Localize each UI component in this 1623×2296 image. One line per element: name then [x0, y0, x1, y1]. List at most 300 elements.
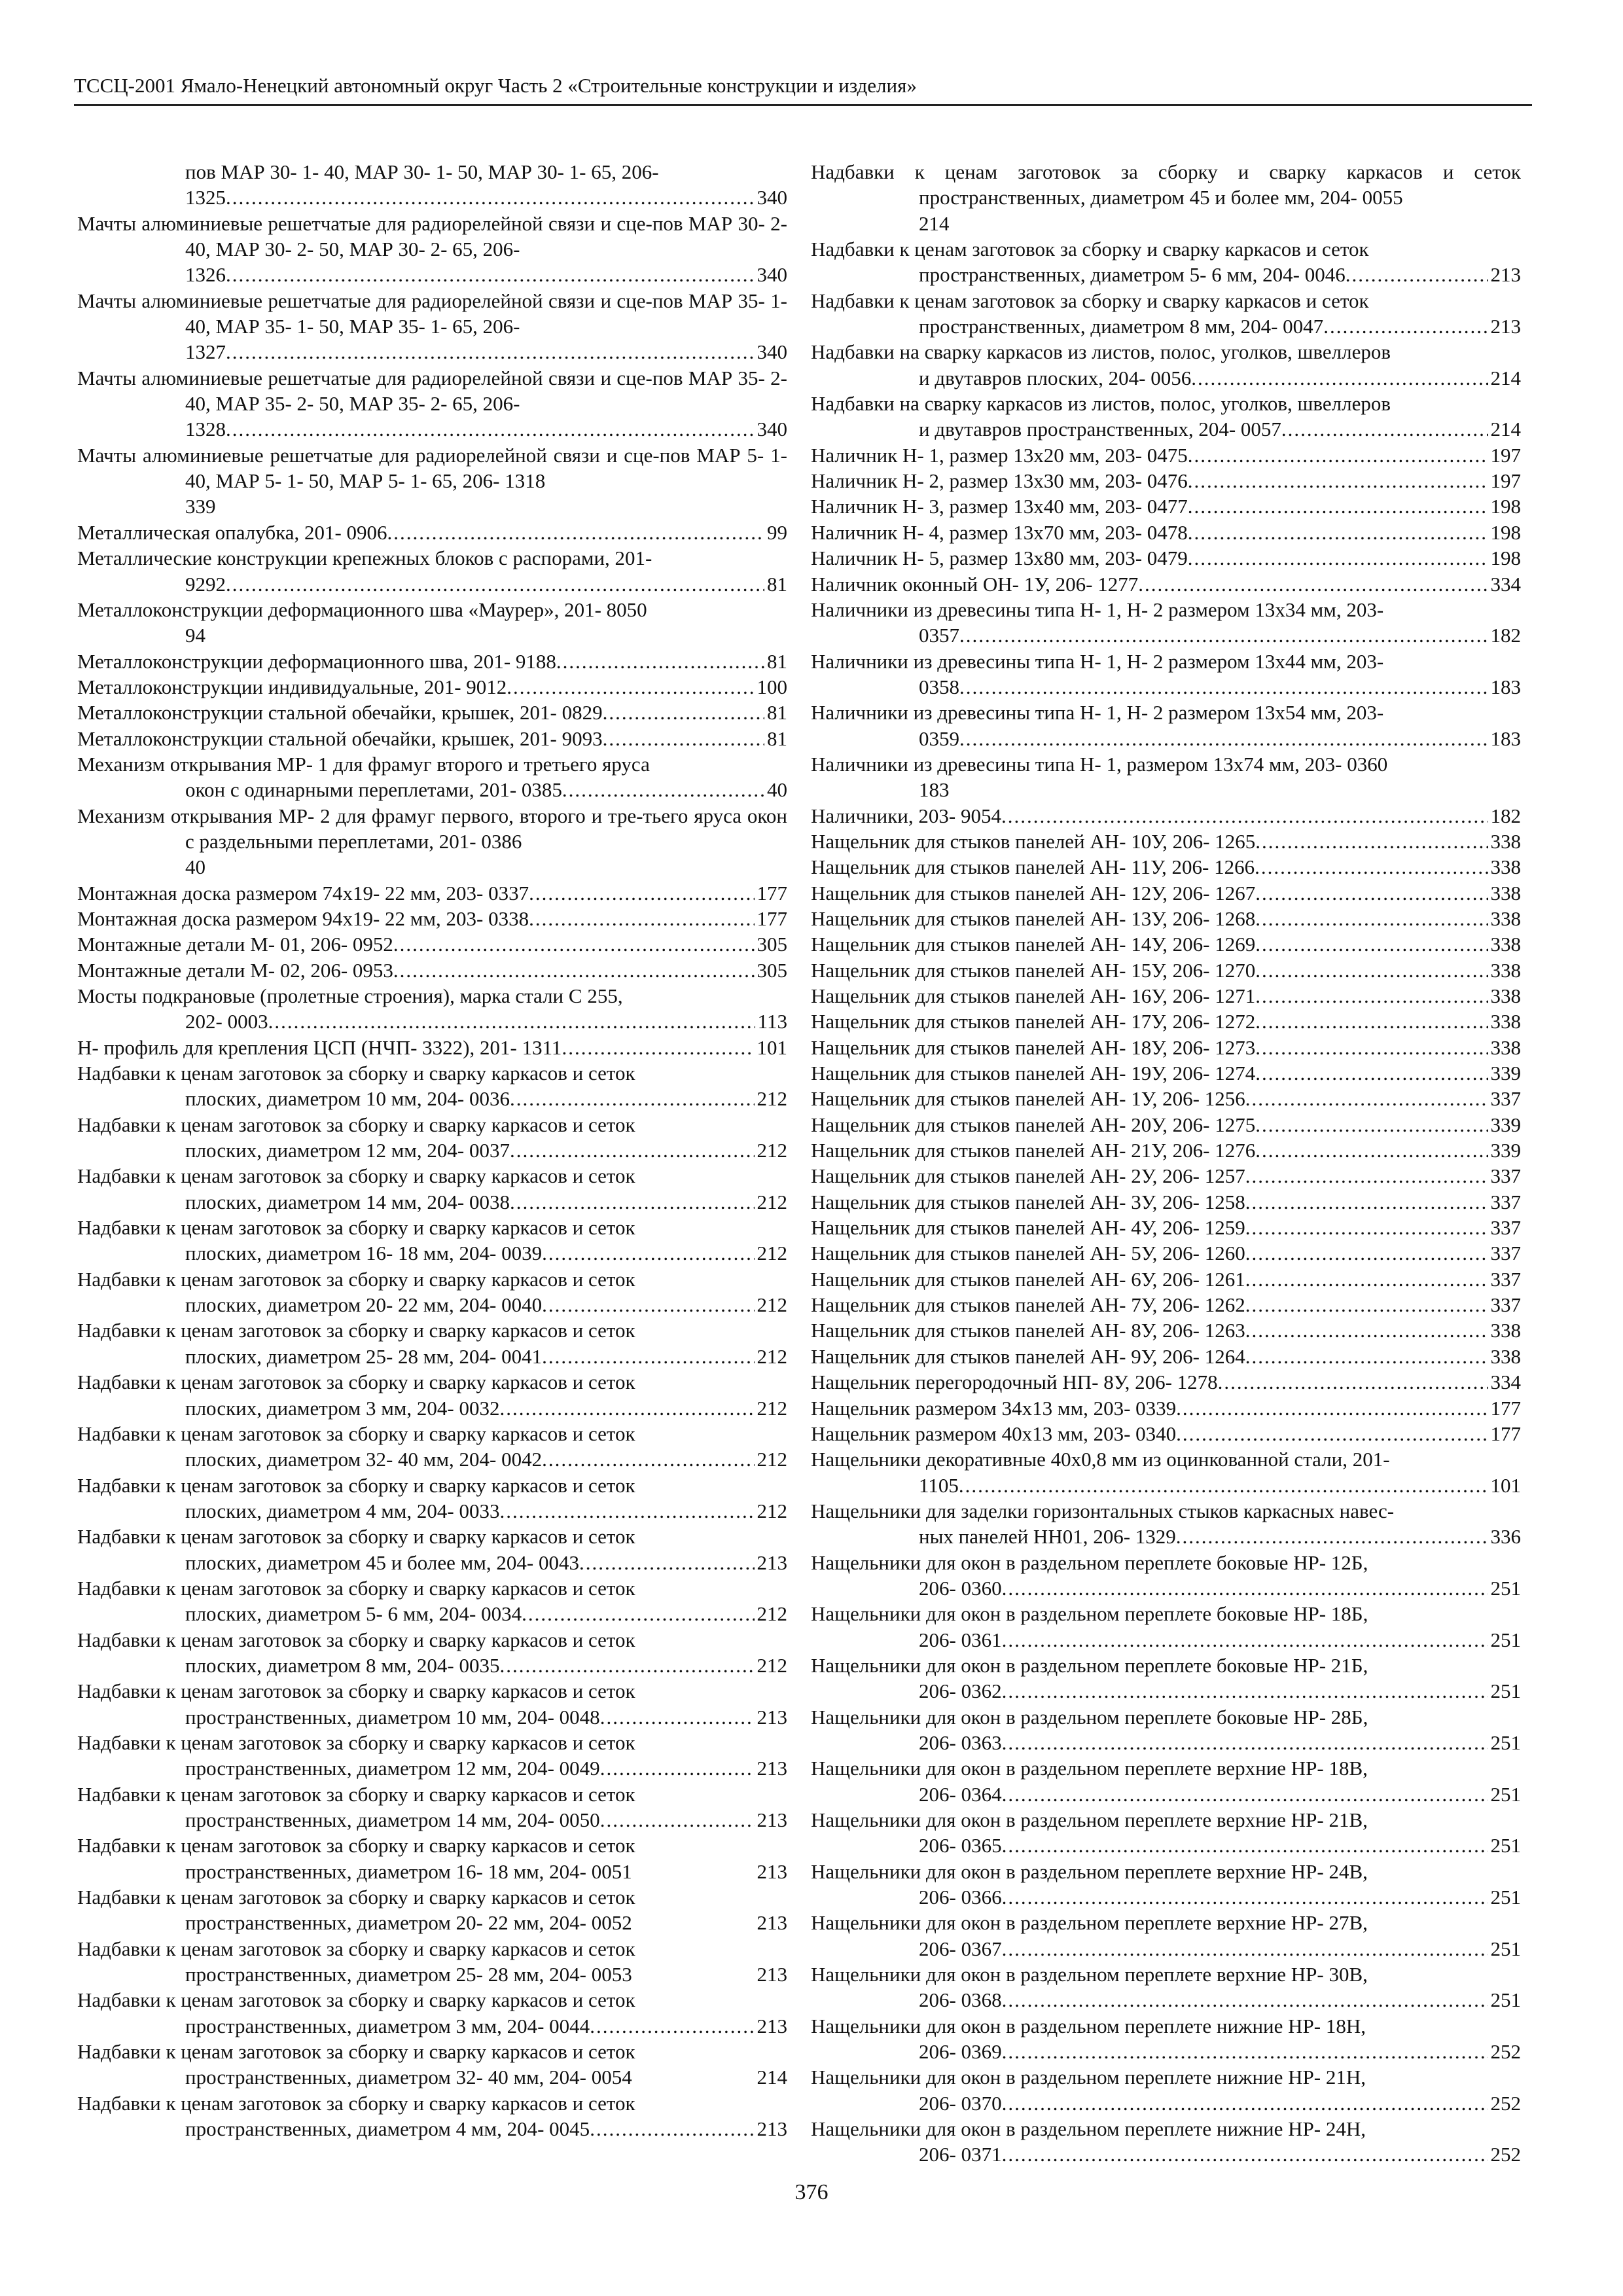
- entry-text: Металлоконструкции стальной обечайки, крышек, 201- 9093: [77, 726, 603, 750]
- entry-text: Надбавки к ценам заготовок за сборку и сварку каркасов и сеток: [77, 2040, 635, 2064]
- entry-page: 212: [757, 1448, 787, 1471]
- entry-page: 197: [1490, 443, 1521, 467]
- index-entry: [811, 906, 1521, 931]
- dot-leader: [226, 339, 755, 365]
- entry-text: Надбавки к ценам заготовок за сборку и сварку каркасов и сеток пространственных, диаметром 45 и более мм, 204- 0055: [811, 160, 1521, 209]
- index-entry: [811, 1138, 1521, 1163]
- index-entry: [77, 1318, 787, 1369]
- entry-text: Мачты алюминиевые решетчатые для радиорелейной связи и сце-пов МАР 30- 2- 40, МАР 30- 2- 50, МАР 30- 2- 65, 206-: [77, 211, 787, 261]
- entry-text: Нащельники для заделки горизонтальных стыков каркасных навес-: [811, 1499, 1395, 1522]
- entry-page: 338: [1490, 906, 1521, 930]
- entry-text: Надбавки к ценам заготовок за сборку и сварку каркасов и сеток: [77, 1319, 635, 1342]
- entry-text: плоских, диаметром 8 мм, 204- 0035: [185, 1653, 500, 1677]
- index-entry: [811, 236, 1521, 288]
- index-entry: [811, 1601, 1521, 1653]
- index-entry: [77, 1678, 787, 1730]
- entry-page: 251: [1490, 1628, 1521, 1651]
- entry-text: Наличники из древесины типа Н- 1, размером 13х74 мм, 203- 0360: [811, 752, 1388, 776]
- entry-text: 0357: [919, 624, 959, 647]
- entry-page: 252: [1490, 2091, 1521, 2115]
- entry-text: Нащельник для стыков панелей АН- 19У, 206- 1274: [811, 1062, 1256, 1085]
- dot-leader: [1255, 880, 1488, 906]
- dot-leader: [1002, 1833, 1488, 1858]
- index-entry: [811, 1755, 1521, 1807]
- dot-leader: [507, 674, 754, 700]
- entry-text: пространственных, диаметром 12 мм, 204- 0049: [185, 1757, 600, 1780]
- entry-text: плоских, диаметром 14 мм, 204- 0038: [185, 1190, 510, 1213]
- entry-text: Нащельники для окон в раздельном переплете верхние НР- 30В,: [811, 1963, 1368, 1986]
- entry-text: Нащельники для окон в раздельном переплете верхние НР- 27В,: [811, 1911, 1368, 1935]
- entry-page: 213: [757, 1551, 787, 1574]
- index-entry: [811, 958, 1521, 983]
- entry-text: Нащельник для стыков панелей АН- 5У, 206- 1260: [811, 1242, 1245, 1265]
- index-entry: [811, 1189, 1521, 1215]
- entry-text: Наличники из древесины типа Н- 1, Н- 2 размером 13х54 мм, 203-: [811, 701, 1384, 725]
- dot-leader: [1255, 1138, 1488, 1163]
- dot-leader: [556, 649, 764, 674]
- dot-leader: [542, 1344, 754, 1369]
- dot-leader: [1002, 2090, 1488, 2116]
- entry-text: Надбавки к ценам заготовок за сборку и сварку каркасов и сеток: [77, 1937, 635, 1960]
- entry-page: 212: [757, 1499, 787, 1522]
- index-entry: [811, 468, 1521, 493]
- entry-page: 334: [1490, 572, 1521, 596]
- entry-text: пространственных, диаметром 32- 40 мм, 204- 0054: [185, 2066, 632, 2089]
- entry-text: Нащельники декоративные 40х0,8 мм из оцинкованной стали, 201-: [811, 1448, 1390, 1471]
- entry-text: плоских, диаметром 3 мм, 204- 0032: [185, 1396, 500, 1420]
- index-entry: [77, 2090, 787, 2142]
- index-entry: [77, 958, 787, 983]
- entry-text: Нащельники для окон в раздельном переплете верхние НР- 24В,: [811, 1859, 1368, 1883]
- dot-leader: [1323, 314, 1488, 339]
- entry-page: 213: [757, 1705, 787, 1729]
- dot-leader: [1002, 1987, 1488, 2013]
- index-entry: [77, 751, 787, 803]
- entry-text: Надбавки к ценам заготовок за сборку и сварку каркасов и сеток: [77, 1062, 635, 1085]
- dot-leader: [387, 520, 764, 545]
- index-entry: [811, 2064, 1521, 2116]
- index-entry: [811, 854, 1521, 880]
- dot-leader: [1245, 1215, 1488, 1240]
- entry-text: Монтажная доска размером 94х19- 22 мм, 203- 0338: [77, 906, 529, 930]
- entry-text: Наличник Н- 4, размер 13х70 мм, 203- 0478: [811, 520, 1188, 544]
- index-entry: [811, 1653, 1521, 1704]
- entry-page: 336: [1490, 1525, 1521, 1549]
- entry-page: 338: [1490, 1010, 1521, 1033]
- index-entry: [77, 880, 787, 906]
- entry-page: 339: [1490, 1113, 1521, 1136]
- entry-text: Надбавки к ценам заготовок за сборку и сварку каркасов и сеток: [811, 238, 1369, 261]
- entry-page: 337: [1490, 1190, 1521, 1213]
- entry-text: 206- 0363: [919, 1731, 1002, 1754]
- dot-leader: [1255, 829, 1488, 854]
- entry-page: 251: [1490, 1782, 1521, 1806]
- entry-text: 0359: [919, 726, 959, 750]
- dot-leader: [226, 416, 755, 442]
- entry-text: плоских, диаметром 25- 28 мм, 204- 0041: [185, 1344, 543, 1368]
- entry-page: 251: [1490, 1886, 1521, 1909]
- dot-leader: [393, 958, 755, 983]
- dot-leader: [1245, 1344, 1488, 1369]
- entry-page: 212: [757, 1396, 787, 1420]
- entry-text: плоских, диаметром 10 мм, 204- 0036: [185, 1087, 510, 1111]
- dot-leader: [590, 2116, 754, 2142]
- dot-leader: [500, 1498, 755, 1524]
- dot-leader: [1002, 1730, 1488, 1755]
- entry-text: 206- 0369: [919, 2040, 1002, 2064]
- entry-page: 213: [757, 2117, 787, 2141]
- entry-text: Нащельники для окон в раздельном переплете верхние НР- 18В,: [811, 1757, 1368, 1780]
- entry-page: 101: [1490, 1473, 1521, 1497]
- index-entry: [77, 1782, 787, 1833]
- dot-leader: [590, 2013, 754, 2039]
- entry-text: Наличники из древесины типа Н- 1, Н- 2 размером 13х34 мм, 203-: [811, 598, 1384, 621]
- dot-leader: [1002, 1627, 1488, 1653]
- index-entry: [811, 2013, 1521, 2065]
- entry-text: Надбавки к ценам заготовок за сборку и сварку каркасов и сеток: [77, 1164, 635, 1188]
- entry-text: Наличник Н- 2, размер 13х30 мм, 203- 0476: [811, 469, 1188, 493]
- entry-text: 206- 0368: [919, 1988, 1002, 2012]
- index-entry: [811, 1550, 1521, 1602]
- dot-leader: [600, 1704, 755, 1730]
- dot-leader: [542, 1446, 754, 1472]
- index-entry: [811, 1446, 1521, 1498]
- dot-leader: [579, 1550, 755, 1575]
- dot-leader: [1346, 262, 1488, 287]
- index-entry: [811, 2116, 1521, 2168]
- entry-text: Нащельник для стыков панелей АН- 18У, 206- 1273: [811, 1035, 1256, 1059]
- entry-text: Надбавки к ценам заготовок за сборку и сварку каркасов и сеток: [77, 1782, 635, 1806]
- entry-page: 213: [757, 1808, 787, 1831]
- index-entry: [811, 288, 1521, 340]
- index-entry: [811, 1086, 1521, 1111]
- entry-page: 40: [767, 778, 787, 802]
- entry-page: 338: [1490, 933, 1521, 956]
- entry-page: 338: [1490, 855, 1521, 879]
- entry-text: Мосты подкрановые (пролетные строения), марка стали С 255,: [77, 984, 623, 1007]
- index-entry: [811, 1060, 1521, 1086]
- dot-leader: [1218, 1369, 1488, 1395]
- index-entry: [811, 1266, 1521, 1292]
- entry-page: 183: [1490, 675, 1521, 698]
- index-entry: [811, 159, 1521, 236]
- dot-leader: [1188, 520, 1488, 545]
- dot-leader: [500, 1395, 755, 1421]
- entry-text: Наличник Н- 3, размер 13х40 мм, 203- 0477: [811, 495, 1188, 518]
- index-entry: [77, 545, 787, 597]
- index-entry: [77, 1987, 787, 2039]
- dot-leader: [1255, 1060, 1488, 1086]
- entry-text: 1327: [185, 340, 226, 364]
- entry-page: 177: [1490, 1396, 1521, 1420]
- entry-page: 339: [1490, 1139, 1521, 1162]
- index-entry: [77, 1524, 787, 1575]
- entry-page: 337: [1490, 1293, 1521, 1317]
- entry-text: пространственных, диаметром 3 мм, 204- 0044: [185, 2014, 590, 2037]
- dot-leader: [529, 880, 754, 906]
- index-entry: [77, 1884, 787, 1936]
- entry-page: 340: [757, 263, 787, 287]
- entry-page: 251: [1490, 1937, 1521, 1960]
- dot-leader: [542, 1292, 754, 1318]
- entry-text: Надбавки к ценам заготовок за сборку и сварку каркасов и сеток: [811, 289, 1369, 312]
- entry-text: плоских, диаметром 20- 22 мм, 204- 0040: [185, 1293, 543, 1317]
- entry-page: 182: [1490, 804, 1521, 827]
- entry-page: 81: [767, 726, 787, 750]
- index-entry: [811, 1859, 1521, 1910]
- index-entry: [77, 1369, 787, 1421]
- dot-leader: [1138, 571, 1488, 597]
- entry-page: 213: [757, 2014, 787, 2037]
- entry-text: Надбавки к ценам заготовок за сборку и сварку каркасов и сеток: [77, 1576, 635, 1600]
- entry-page: 212: [757, 1344, 787, 1368]
- entry-text: 1325: [185, 186, 226, 209]
- index-entry: [77, 1060, 787, 1112]
- entry-text: Нащельник для стыков панелей АН- 11У, 206- 1266: [811, 855, 1255, 879]
- dot-leader: [1176, 1524, 1488, 1549]
- dot-leader: [226, 185, 755, 210]
- entry-page: 214: [1490, 418, 1521, 441]
- entry-page: 305: [757, 933, 787, 956]
- index-entry: [77, 1266, 787, 1318]
- dot-leader: [1188, 442, 1488, 468]
- entry-text: Наличники, 203- 9054: [811, 804, 1001, 827]
- entry-page: 94: [185, 624, 205, 647]
- entry-page: 81: [767, 701, 787, 725]
- entry-text: Мачты алюминиевые решетчатые для радиорелейной связи и сце-пов МАР 35- 2- 40, МАР 35- 2- 50, МАР 35- 2- 65, 206-: [77, 366, 787, 416]
- index-entry: [811, 1009, 1521, 1034]
- entry-text: Надбавки к ценам заготовок за сборку и сварку каркасов и сеток: [77, 1628, 635, 1651]
- index-entry: [77, 1730, 787, 1782]
- entry-text: и двутавров плоских, 204- 0056: [919, 366, 1192, 389]
- entry-text: Нащельник для стыков панелей АН- 14У, 206- 1269: [811, 933, 1256, 956]
- index-entry: [77, 442, 787, 520]
- entry-page: 251: [1490, 1731, 1521, 1754]
- dot-leader: [1255, 1112, 1488, 1138]
- entry-text: пространственных, диаметром 16- 18 мм, 204- 0051: [185, 1859, 632, 1883]
- index-entry: [811, 493, 1521, 519]
- index-entry: [77, 520, 787, 545]
- entry-text: 206- 0362: [919, 1679, 1002, 1703]
- entry-text: Нащельник для стыков панелей АН- 3У, 206- 1258: [811, 1190, 1245, 1213]
- entry-text: 206- 0370: [919, 2091, 1002, 2115]
- dot-leader: [1002, 1678, 1488, 1704]
- dot-leader: [562, 777, 764, 802]
- dot-leader: [1188, 545, 1488, 571]
- entry-page: 340: [757, 340, 787, 364]
- entry-text: Нащельник для стыков панелей АН- 12У, 206- 1267: [811, 881, 1256, 905]
- index-entry: [77, 931, 787, 957]
- entry-text: Нащельник для стыков панелей АН- 8У, 206- 1263: [811, 1319, 1245, 1342]
- entry-text: пространственных, диаметром 8 мм, 204- 0047: [919, 315, 1324, 338]
- entry-text: 206- 0365: [919, 1834, 1002, 1857]
- dot-leader: [1245, 1163, 1488, 1189]
- dot-leader: [529, 906, 754, 931]
- entry-page: 177: [757, 906, 787, 930]
- index-entry: [811, 649, 1521, 700]
- entry-text: пространственных, диаметром 25- 28 мм, 204- 0053: [185, 1963, 632, 1986]
- index-entry: [77, 906, 787, 931]
- index-entry: [811, 391, 1521, 442]
- dot-leader: [959, 622, 1488, 648]
- entry-text: 206- 0364: [919, 1782, 1002, 1806]
- entry-page: 212: [757, 1653, 787, 1677]
- entry-text: Мачты алюминиевые решетчатые для радиорелейной связи и сце-пов МАР 5- 1- 40, МАР 5- 1- 50, МАР 5- 1- 65, 206- 1318: [77, 443, 787, 493]
- entry-page: 251: [1490, 1679, 1521, 1703]
- entry-page: 182: [1490, 624, 1521, 647]
- entry-text: Наличник Н- 5, размер 13х80 мм, 203- 0479: [811, 547, 1188, 570]
- entry-text: Металлическая опалубка, 201- 0906: [77, 520, 387, 544]
- index-entry: [77, 803, 787, 880]
- index-column-right: [811, 159, 1521, 2168]
- index-entry: [811, 597, 1521, 649]
- entry-text: Мачты алюминиевые решетчатые для радиорелейной связи и сце-пов МАР 35- 1- 40, МАР 35- 1- 50, МАР 35- 1- 65, 206-: [77, 289, 787, 338]
- entry-text: Металлоконструкции стальной обечайки, крышек, 201- 0829: [77, 701, 603, 725]
- dot-leader: [1188, 493, 1488, 519]
- entry-text: Нащельник для стыков панелей АН- 2У, 206- 1257: [811, 1164, 1245, 1188]
- entry-text: Механизм открывания МР- 1 для фрамуг второго и третьего яруса: [77, 752, 650, 776]
- dot-leader: [1255, 983, 1488, 1009]
- entry-text: Надбавки к ценам заготовок за сборку и сварку каркасов и сеток: [77, 1525, 635, 1549]
- index-entry: [811, 751, 1521, 803]
- entry-page: 212: [757, 1242, 787, 1265]
- index-entry: [811, 442, 1521, 468]
- entry-page: 213: [757, 1757, 787, 1780]
- entry-page: 197: [1490, 469, 1521, 493]
- entry-text: Нащельники для окон в раздельном переплете боковые НР- 21Б,: [811, 1653, 1368, 1677]
- entry-text: Надбавки на сварку каркасов из листов, полос, уголков, швеллеров: [811, 392, 1391, 416]
- entry-page: 252: [1490, 2143, 1521, 2166]
- entry-text: 1326: [185, 263, 226, 287]
- entry-page: 251: [1490, 1988, 1521, 2012]
- dot-leader: [1245, 1292, 1488, 1318]
- entry-text: пов МАР 30- 1- 40, МАР 30- 1- 50, МАР 30- 1- 65, 206-: [185, 160, 659, 183]
- entry-text: Надбавки на сварку каркасов из листов, полос, уголков, швеллеров: [811, 340, 1391, 364]
- index-entry: [77, 726, 787, 751]
- entry-page: 81: [767, 649, 787, 673]
- dot-leader: [1255, 906, 1488, 931]
- index-entry: [77, 674, 787, 700]
- entry-text: Нащельник размером 34х13 мм, 203- 0339: [811, 1396, 1177, 1420]
- entry-page: 338: [1490, 1035, 1521, 1059]
- entry-page: 212: [757, 1087, 787, 1111]
- header-rule: [74, 104, 1532, 106]
- entry-text: Нащельник для стыков панелей АН- 21У, 206- 1276: [811, 1139, 1256, 1162]
- index-entry: [811, 1498, 1521, 1550]
- dot-leader: [959, 674, 1488, 700]
- entry-page: 177: [757, 881, 787, 905]
- entry-page: 213: [757, 1859, 787, 1883]
- entry-text: Надбавки к ценам заготовок за сборку и сварку каркасов и сеток: [77, 1731, 635, 1754]
- entry-page: 340: [757, 186, 787, 209]
- dot-leader: [510, 1189, 755, 1215]
- entry-text: Монтажная доска размером 74х19- 22 мм, 203- 0337: [77, 881, 529, 905]
- dot-leader: [1281, 416, 1488, 442]
- dot-leader: [1002, 1884, 1488, 1910]
- entry-text: пространственных, диаметром 5- 6 мм, 204- 0046: [919, 263, 1346, 287]
- entry-page: 214: [757, 2066, 787, 2089]
- entry-page: 198: [1490, 495, 1521, 518]
- entry-text: Надбавки к ценам заготовок за сборку и сварку каркасов и сеток: [77, 1216, 635, 1240]
- entry-page: 100: [757, 675, 787, 698]
- entry-page: 338: [1490, 881, 1521, 905]
- entry-page: 337: [1490, 1164, 1521, 1188]
- entry-page: 334: [1490, 1371, 1521, 1394]
- entry-page: 198: [1490, 547, 1521, 570]
- entry-page: 212: [757, 1139, 787, 1162]
- index-entry: [811, 1962, 1521, 2013]
- entry-page: 338: [1490, 829, 1521, 853]
- entry-text: Надбавки к ценам заготовок за сборку и сварку каркасов и сеток: [77, 1834, 635, 1857]
- dot-leader: [1245, 1086, 1488, 1111]
- index-entry: [811, 1112, 1521, 1138]
- entry-text: Надбавки к ценам заготовок за сборку и сварку каркасов и сеток: [77, 1679, 635, 1703]
- index-entry: [811, 829, 1521, 854]
- entry-text: 206- 0361: [919, 1628, 1002, 1651]
- dot-leader: [1001, 803, 1488, 829]
- index-column-left: [77, 159, 787, 2142]
- entry-text: Надбавки к ценам заготовок за сборку и сварку каркасов и сеток: [77, 1988, 635, 2012]
- entry-text: плоских, диаметром 32- 40 мм, 204- 0042: [185, 1448, 543, 1471]
- dot-leader: [510, 1138, 755, 1163]
- dot-leader: [959, 726, 1488, 751]
- index-entry: [811, 700, 1521, 751]
- entry-text: пространственных, диаметром 14 мм, 204- 0050: [185, 1808, 600, 1831]
- entry-page: 338: [1490, 958, 1521, 982]
- entry-text: и двутавров пространственных, 204- 0057: [919, 418, 1281, 441]
- index-entry: [77, 365, 787, 442]
- entry-text: 9292: [185, 572, 226, 596]
- dot-leader: [510, 1086, 755, 1111]
- entry-text: 206- 0360: [919, 1576, 1002, 1600]
- entry-text: Нащельник для стыков панелей АН- 16У, 206- 1271: [811, 984, 1256, 1007]
- index-entry: [811, 1910, 1521, 1962]
- entry-page: 213: [1490, 263, 1521, 287]
- entry-page: 337: [1490, 1267, 1521, 1291]
- index-entry: [811, 1318, 1521, 1343]
- dot-leader: [1255, 854, 1488, 880]
- index-entry: [77, 1112, 787, 1164]
- index-entry: [811, 1395, 1521, 1421]
- entry-text: Нащельник для стыков панелей АН- 13У, 206- 1268: [811, 906, 1256, 930]
- index-entry: [811, 931, 1521, 957]
- entry-text: Нащельник для стыков панелей АН- 4У, 206- 1259: [811, 1216, 1245, 1240]
- dot-leader: [600, 1807, 755, 1833]
- entry-text: Надбавки к ценам заготовок за сборку и сварку каркасов и сеток: [77, 2091, 635, 2115]
- entry-text: Нащельники для окон в раздельном переплете нижние НР- 18Н,: [811, 2014, 1366, 2037]
- index-entry: [77, 1035, 787, 1060]
- dot-leader: [1245, 1189, 1488, 1215]
- dot-leader: [1255, 1035, 1488, 1060]
- entry-text: Нащельник для стыков панелей АН- 10У, 206- 1265: [811, 829, 1256, 853]
- dot-leader: [1176, 1395, 1488, 1421]
- entry-text: 1105: [919, 1473, 959, 1497]
- dot-leader: [1002, 1782, 1488, 1807]
- dot-leader: [1002, 1936, 1488, 1962]
- entry-page: 99: [767, 520, 787, 544]
- dot-leader: [1002, 2039, 1488, 2064]
- index-entry: [811, 1344, 1521, 1369]
- entry-page: 338: [1490, 1319, 1521, 1342]
- entry-text: Монтажные детали М- 02, 206- 0953: [77, 958, 393, 982]
- dot-leader: [268, 1009, 755, 1034]
- dot-leader: [603, 726, 764, 751]
- index-entry: [811, 520, 1521, 545]
- entry-text: плоских, диаметром 5- 6 мм, 204- 0034: [185, 1602, 522, 1626]
- entry-page: 212: [757, 1293, 787, 1317]
- entry-text: Металлоконструкции деформационного шва, 201- 9188: [77, 649, 556, 673]
- entry-page: 337: [1490, 1087, 1521, 1111]
